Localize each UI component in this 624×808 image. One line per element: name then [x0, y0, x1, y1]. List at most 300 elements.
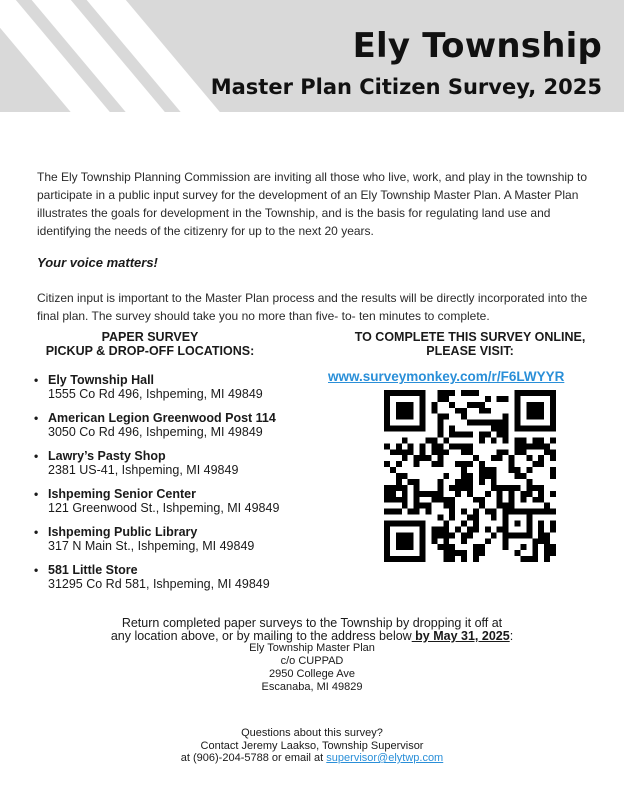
qr-module [538, 414, 544, 420]
qr-module [491, 479, 497, 485]
qr-module [384, 497, 390, 503]
qr-module [497, 420, 503, 426]
qr-module [437, 532, 443, 538]
qr-module [526, 390, 532, 396]
location-address: 2381 US-41, Ishpeming, MI 49849 [48, 463, 239, 477]
bullet-icon: • [34, 449, 39, 463]
qr-module [532, 443, 538, 449]
qr-module [437, 455, 443, 461]
qr-code-icon[interactable] [384, 390, 556, 562]
qr-module [396, 390, 402, 396]
qr-module [437, 526, 443, 532]
qr-module [396, 520, 402, 526]
qr-module [509, 497, 515, 503]
qr-module [526, 520, 532, 526]
qr-module [431, 449, 437, 455]
qr-module [497, 449, 503, 455]
location-name: American Legion Greenwood Post 114 [48, 411, 276, 425]
qr-module [455, 491, 461, 497]
paper-survey-heading [30, 330, 270, 358]
qr-module [408, 544, 414, 550]
qr-module [485, 526, 491, 532]
qr-module [455, 461, 461, 467]
qr-module [455, 485, 461, 491]
qr-module [396, 443, 402, 449]
qr-module [520, 497, 526, 503]
qr-module [503, 532, 509, 538]
qr-module [408, 509, 414, 515]
bullet-icon: • [34, 525, 39, 539]
qr-module [520, 509, 526, 515]
qr-module [396, 461, 402, 467]
qr-module [443, 544, 449, 550]
qr-module [550, 396, 556, 402]
qr-module [532, 426, 538, 432]
qr-module [437, 497, 443, 503]
qr-module [473, 515, 479, 521]
qr-module [402, 402, 408, 408]
qr-module [538, 520, 544, 526]
qr-module [509, 461, 515, 467]
qr-module [449, 426, 455, 432]
qr-module [538, 485, 544, 491]
qr-module [408, 408, 414, 414]
qr-module [402, 544, 408, 550]
qr-module [514, 467, 520, 473]
return-line2-prefix: any location above, or by mailing to the address below [110, 629, 412, 643]
qr-module [402, 426, 408, 432]
voice-heading: Your voice matters! [37, 255, 158, 270]
qr-module [426, 455, 432, 461]
qr-module [402, 455, 408, 461]
qr-module [449, 497, 455, 503]
qr-module [431, 402, 437, 408]
qr-module [437, 485, 443, 491]
qr-module [538, 532, 544, 538]
qr-module [449, 402, 455, 408]
qr-module [491, 509, 497, 515]
qr-module [426, 491, 432, 497]
qr-module [550, 526, 556, 532]
qr-module [461, 538, 467, 544]
qr-module [497, 503, 503, 509]
qr-module [503, 437, 509, 443]
qr-module [526, 515, 532, 521]
qr-module [497, 526, 503, 532]
qr-module [390, 491, 396, 497]
qr-module [497, 497, 503, 503]
qr-module [497, 396, 503, 402]
mailing-line4: Escanaba, MI 49829 [261, 681, 363, 693]
qr-module [414, 426, 420, 432]
qr-module [544, 503, 550, 509]
qr-module [420, 455, 426, 461]
qr-module [503, 426, 509, 432]
qr-module [479, 479, 485, 485]
qr-module [467, 515, 473, 521]
qr-module [473, 420, 479, 426]
location-name: 581 Little Store [48, 563, 138, 577]
qr-module [431, 532, 437, 538]
qr-module [455, 432, 461, 438]
qr-module [485, 473, 491, 479]
qr-module [473, 520, 479, 526]
qr-module [520, 473, 526, 479]
qr-module [479, 432, 485, 438]
location-address: 1555 Co Rd 496, Ishpeming, MI 49849 [48, 387, 263, 401]
qr-module [402, 449, 408, 455]
qr-module [491, 437, 497, 443]
qr-module [455, 408, 461, 414]
qr-module [467, 443, 473, 449]
qr-module [538, 402, 544, 408]
qr-module [467, 485, 473, 491]
qr-module [414, 503, 420, 509]
qr-module [485, 420, 491, 426]
qr-module [485, 432, 491, 438]
qr-module [514, 532, 520, 538]
qr-module [538, 461, 544, 467]
qr-module [514, 414, 520, 420]
page-title: Ely Township [352, 26, 602, 66]
qr-module [396, 479, 402, 485]
qr-module [443, 526, 449, 532]
qr-module [520, 556, 526, 562]
qr-module [479, 408, 485, 414]
qr-module [550, 414, 556, 420]
qr-module [503, 520, 509, 526]
qr-module [473, 556, 479, 562]
qr-module [437, 390, 443, 396]
qr-module [550, 420, 556, 426]
qr-module [526, 455, 532, 461]
qr-module [544, 443, 550, 449]
qr-module [503, 509, 509, 515]
qr-module [396, 402, 402, 408]
questions-line1: Questions about this survey? [241, 727, 383, 739]
qr-module [449, 485, 455, 491]
qr-module [520, 443, 526, 449]
qr-module [437, 426, 443, 432]
qr-module [384, 538, 390, 544]
qr-module [550, 437, 556, 443]
qr-module [414, 479, 420, 485]
qr-module [449, 390, 455, 396]
qr-module [384, 390, 390, 396]
qr-module [437, 479, 443, 485]
qr-module [443, 473, 449, 479]
qr-module [550, 467, 556, 473]
qr-module [467, 420, 473, 426]
qr-module [514, 390, 520, 396]
qr-module [455, 479, 461, 485]
qr-module [538, 426, 544, 432]
qr-module [467, 526, 473, 532]
qr-module [532, 544, 538, 550]
qr-module [390, 520, 396, 526]
qr-module [550, 520, 556, 526]
qr-module [526, 402, 532, 408]
qr-module [532, 414, 538, 420]
qr-module [514, 509, 520, 515]
qr-module [526, 556, 532, 562]
qr-module [509, 455, 515, 461]
location-address: 121 Greenwood St., Ishpeming, MI 49849 [48, 501, 280, 515]
qr-module [532, 408, 538, 414]
qr-module [550, 426, 556, 432]
qr-module [526, 467, 532, 473]
qr-module [514, 408, 520, 414]
qr-module [526, 408, 532, 414]
qr-module [384, 532, 390, 538]
bullet-icon: • [34, 487, 39, 501]
qr-module [479, 544, 485, 550]
email-link[interactable]: supervisor@elytwp.com [326, 752, 444, 764]
qr-module [431, 538, 437, 544]
qr-module [384, 485, 390, 491]
survey-link[interactable]: www.surveymonkey.com/r/F6LWYYR [328, 369, 565, 384]
qr-module [520, 426, 526, 432]
qr-module [503, 432, 509, 438]
qr-module [449, 432, 455, 438]
qr-module [503, 396, 509, 402]
qr-module [449, 556, 455, 562]
qr-module [514, 443, 520, 449]
qr-module [396, 544, 402, 550]
qr-module [461, 443, 467, 449]
qr-module [520, 437, 526, 443]
qr-module [509, 509, 515, 515]
qr-module [514, 473, 520, 479]
qr-module [443, 503, 449, 509]
qr-module [402, 538, 408, 544]
questions-line2: Contact Jeremy Laakso, Township Supervisor [200, 739, 424, 752]
qr-module [503, 420, 509, 426]
qr-module [384, 402, 390, 408]
qr-module [390, 449, 396, 455]
page-subtitle: Master Plan Citizen Survey, 2025 [210, 75, 602, 99]
qr-module [473, 550, 479, 556]
qr-module [550, 473, 556, 479]
qr-module [437, 449, 443, 455]
qr-module [437, 461, 443, 467]
qr-module [473, 497, 479, 503]
qr-module [420, 556, 426, 562]
qr-module [443, 520, 449, 526]
paper-heading-line1: PAPER SURVEY [101, 330, 199, 344]
qr-module [414, 509, 420, 515]
qr-module [408, 449, 414, 455]
qr-module [455, 443, 461, 449]
qr-module [390, 556, 396, 562]
qr-module [491, 473, 497, 479]
qr-module [408, 426, 414, 432]
qr-module [532, 461, 538, 467]
qr-module [538, 437, 544, 443]
qr-module [426, 437, 432, 443]
qr-module [485, 396, 491, 402]
qr-module [443, 390, 449, 396]
mailing-line2: c/o CUPPAD [280, 655, 344, 667]
qr-module [538, 408, 544, 414]
qr-module [467, 473, 473, 479]
qr-module [503, 515, 509, 521]
qr-module [497, 432, 503, 438]
return-line1: Return completed paper surveys to the Township by dropping it off at [121, 616, 503, 630]
qr-module [402, 497, 408, 503]
qr-module [396, 473, 402, 479]
qr-module [526, 485, 532, 491]
qr-module [544, 449, 550, 455]
qr-module [461, 556, 467, 562]
qr-module [509, 491, 515, 497]
qr-module [414, 390, 420, 396]
qr-module [520, 491, 526, 497]
qr-module [514, 520, 520, 526]
qr-module [420, 532, 426, 538]
qr-module [396, 497, 402, 503]
qr-module [414, 491, 420, 497]
qr-module [461, 461, 467, 467]
qr-module [414, 485, 420, 491]
qr-module [414, 455, 420, 461]
qr-module [479, 473, 485, 479]
qr-module [544, 532, 550, 538]
qr-module [402, 532, 408, 538]
questions-line3-prefix: at (906)-204-5788 or email at [180, 752, 327, 764]
qr-module [420, 396, 426, 402]
qr-module [538, 509, 544, 515]
qr-module [485, 408, 491, 414]
return-deadline: by May 31, 2025 [411, 629, 510, 643]
qr-module [384, 426, 390, 432]
qr-module [396, 556, 402, 562]
qr-module [402, 491, 408, 497]
qr-module [491, 467, 497, 473]
qr-module [390, 485, 396, 491]
qr-module [509, 485, 515, 491]
qr-module [384, 509, 390, 515]
qr-module [485, 538, 491, 544]
qr-module [384, 556, 390, 562]
qr-module [550, 509, 556, 515]
qr-module [514, 420, 520, 426]
qr-module [384, 443, 390, 449]
qr-module [408, 520, 414, 526]
qr-module [420, 503, 426, 509]
qr-module [384, 550, 390, 556]
qr-module [402, 437, 408, 443]
qr-module [526, 509, 532, 515]
qr-module [414, 520, 420, 526]
qr-module [544, 550, 550, 556]
qr-module [479, 467, 485, 473]
qr-module [503, 449, 509, 455]
qr-module [503, 538, 509, 544]
qr-module [384, 461, 390, 467]
qr-module [431, 437, 437, 443]
location-address: 3050 Co Rd 496, Ishpeming, MI 49849 [48, 425, 263, 439]
qr-module [443, 532, 449, 538]
qr-module [431, 491, 437, 497]
qr-module [437, 515, 443, 521]
qr-module [420, 390, 426, 396]
qr-code-graphic [384, 390, 556, 562]
qr-module [532, 509, 538, 515]
qr-module [538, 455, 544, 461]
qr-module [443, 556, 449, 562]
qr-module [538, 526, 544, 532]
qr-module [538, 443, 544, 449]
qr-module [384, 414, 390, 420]
qr-module [544, 426, 550, 432]
qr-module [550, 402, 556, 408]
location-name: Ishpeming Senior Center [48, 487, 196, 501]
qr-module [479, 461, 485, 467]
qr-module [437, 544, 443, 550]
qr-module [497, 426, 503, 432]
qr-module [467, 532, 473, 538]
qr-module [420, 408, 426, 414]
qr-module [497, 485, 503, 491]
qr-module [532, 485, 538, 491]
list-item [32, 563, 332, 591]
qr-module [544, 509, 550, 515]
qr-module [485, 491, 491, 497]
qr-module [384, 420, 390, 426]
return-line2-suffix: : [509, 629, 514, 643]
qr-module [520, 449, 526, 455]
qr-module [485, 467, 491, 473]
qr-module [461, 467, 467, 473]
paper-heading-line2: PICKUP & DROP-OFF LOCATIONS: [45, 344, 255, 358]
qr-module [503, 503, 509, 509]
qr-module [550, 455, 556, 461]
qr-module [467, 449, 473, 455]
return-instructions [60, 617, 564, 643]
qr-module [526, 491, 532, 497]
qr-module [408, 556, 414, 562]
qr-module [503, 526, 509, 532]
qr-module [514, 550, 520, 556]
qr-module [550, 408, 556, 414]
qr-module [402, 556, 408, 562]
qr-module [431, 497, 437, 503]
qr-module [431, 526, 437, 532]
mailing-line1: Ely Township Master Plan [249, 642, 375, 654]
qr-module [408, 402, 414, 408]
location-address: 317 N Main St., Ishpeming, MI 49849 [48, 539, 255, 553]
qr-module [384, 396, 390, 402]
qr-module [497, 455, 503, 461]
qr-module [449, 509, 455, 515]
qr-module [520, 390, 526, 396]
qr-module [420, 550, 426, 556]
qr-module [384, 491, 390, 497]
qr-module [514, 426, 520, 432]
qr-module [402, 408, 408, 414]
qr-module [532, 390, 538, 396]
list-item [32, 487, 332, 515]
bullet-icon: • [34, 563, 39, 577]
qr-module [503, 485, 509, 491]
qr-module [396, 509, 402, 515]
qr-module [532, 550, 538, 556]
location-name: Ishpeming Public Library [48, 525, 198, 539]
qr-module [550, 550, 556, 556]
qr-module [437, 491, 443, 497]
bullet-icon: • [34, 411, 39, 425]
